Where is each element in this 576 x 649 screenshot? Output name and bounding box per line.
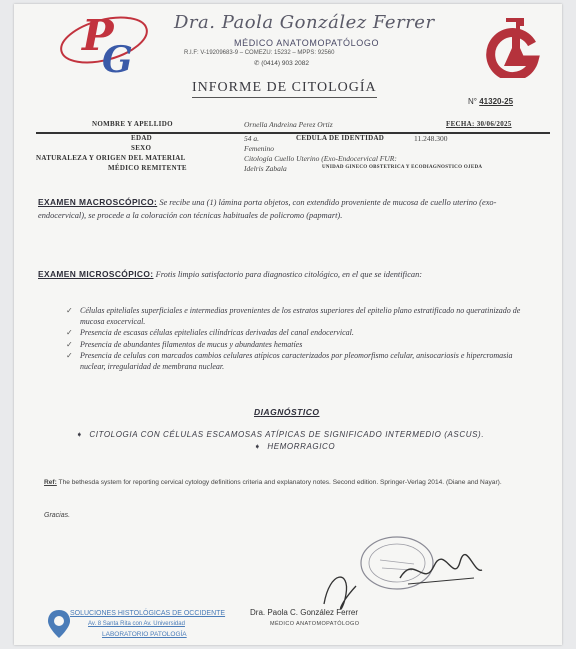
lab-name: SOLUCIONES HISTOLÓGICAS DE OCCIDENTE (70, 610, 226, 617)
list-item: ✓ Células epiteliales superficiales e intermedias provenientes de los estratos superiores del epitelio plano estratificado no queratinizado de mucosa exocervical. (66, 306, 521, 326)
patient-age: 54 a. (244, 134, 259, 143)
macroscopic-heading: EXAMEN MACROSCÓPICO: (38, 197, 158, 207)
closing-text: Gracias. (44, 512, 71, 519)
macroscopic-text: Se recibe una (1) lámina porta objetos, con extendido proveniente de mucosa de cuello uterino (exo-endocervical), se procede a la coloración con técnicas habituales de policromo (papmart). (38, 198, 497, 220)
handwritten-signature (394, 544, 486, 594)
sample-material: Citología Cuello Uterino (Exo-Endocervical FUR: (244, 154, 397, 163)
check-icon: ✓ (66, 306, 73, 315)
lab-address: Av. 8 Santa Rita con Av. Universidad (88, 621, 185, 627)
report-number: N° 41320-25 (468, 97, 514, 106)
macroscopic-section (38, 196, 544, 222)
report-sheet (14, 4, 562, 645)
check-icon: ✓ (66, 339, 73, 349)
report-date: 30/06/2025 (476, 120, 512, 128)
sex-label: SEXO (131, 144, 152, 152)
report-title: INFORME DE CITOLOGÍA (192, 80, 377, 98)
patient-id: 11.248.300 (414, 134, 448, 143)
reference: Ref: The bethesda system for reporting cervical cytology definitions criteria and explanatory notes. Second edition. Springer-Verlag 2014. (Diane and Nayar). (44, 479, 502, 486)
check-icon: ✓ (66, 328, 73, 338)
list-item: ✓ Presencia de abundantes filamentos de mucus y abundantes hematíes (66, 339, 303, 349)
phone-number: (0414) 903 2082 (261, 60, 309, 67)
doctor-specialty: MÉDICO ANATOMOPATÓLOGO (234, 38, 380, 48)
id-label: CEDULA DE IDENTIDAD (296, 134, 385, 142)
arrow-icon: ➧ (76, 430, 84, 439)
diagnosis-heading: DIAGNÓSTICO (254, 407, 320, 417)
doctor-registration: R.I.F: V-19209683-9 – COMEZU: 15232 – MPPS: 92560 (184, 50, 335, 56)
microscopic-heading: EXAMEN MICROSCÓPICO: (38, 269, 154, 279)
material-label: NATURALEZA Y ORIGEN DEL MATERIAL (36, 154, 186, 162)
physician-unit: UNIDAD GINECO OBSTETRICA Y ECODIAGNOSTICO OJEDA (322, 165, 483, 170)
microscopic-intro: Frotis limpio satisfactorio para diagnostico citológico, en el que se identifican: (155, 270, 423, 279)
svg-text:P: P (82, 11, 114, 60)
age-label: EDAD (131, 134, 153, 142)
signature-name: Dra. Paola C. González Ferrer (250, 608, 359, 617)
check-icon: ✓ (66, 351, 73, 361)
initials-signature (316, 564, 368, 614)
lab-flask-logo (484, 14, 544, 78)
signature-title: MÉDICO ANATOMOPATÓLOGO (270, 621, 360, 627)
list-item: ✓ Presencia de escasas células epiteliales cilíndricas derivadas del canal endocervical. (66, 328, 354, 338)
name-label: NOMBRE Y APELLIDO (92, 120, 173, 128)
physician-label: MÉDICO REMITENTE (108, 164, 187, 172)
patient-info-block (36, 122, 550, 176)
location-pin-icon (46, 608, 72, 640)
list-item: ✓ Presencia de celulas con marcados cambios celulares atípicos caracterizados por pleomorfismo celular, anisocariosis e hipercromasia nuclear, irregularidad de membrana nuclear. (66, 351, 513, 371)
doctor-name-header: Dra. Paola González Ferrer (174, 12, 435, 33)
lab-department: LABORATORIO PATOLOGÍA (102, 631, 187, 638)
patient-sex: Femenino (244, 144, 274, 153)
whatsapp-icon: ✆ (254, 60, 260, 67)
date-field: FECHA: 30/06/2025 (446, 120, 512, 128)
diagnosis-item: ➧ CITOLOGIA CON CÉLULAS ESCAMOSAS ATÍPICAS DE SIGNIFICADO INTERMEDIO (ASCUS). (76, 430, 485, 439)
microscopic-section (38, 268, 544, 281)
patient-name: Ornella Andreina Perez Ortiz (244, 120, 333, 129)
findings-list (66, 306, 536, 374)
pg-monogram-logo (42, 10, 162, 80)
diagnosis-item: ➧ HEMORRAGICO (254, 442, 336, 451)
arrow-icon: ➧ (254, 442, 262, 451)
referring-physician: Idelris Zabala (244, 164, 287, 173)
svg-text:G: G (102, 39, 133, 80)
doctor-phone (254, 59, 309, 67)
